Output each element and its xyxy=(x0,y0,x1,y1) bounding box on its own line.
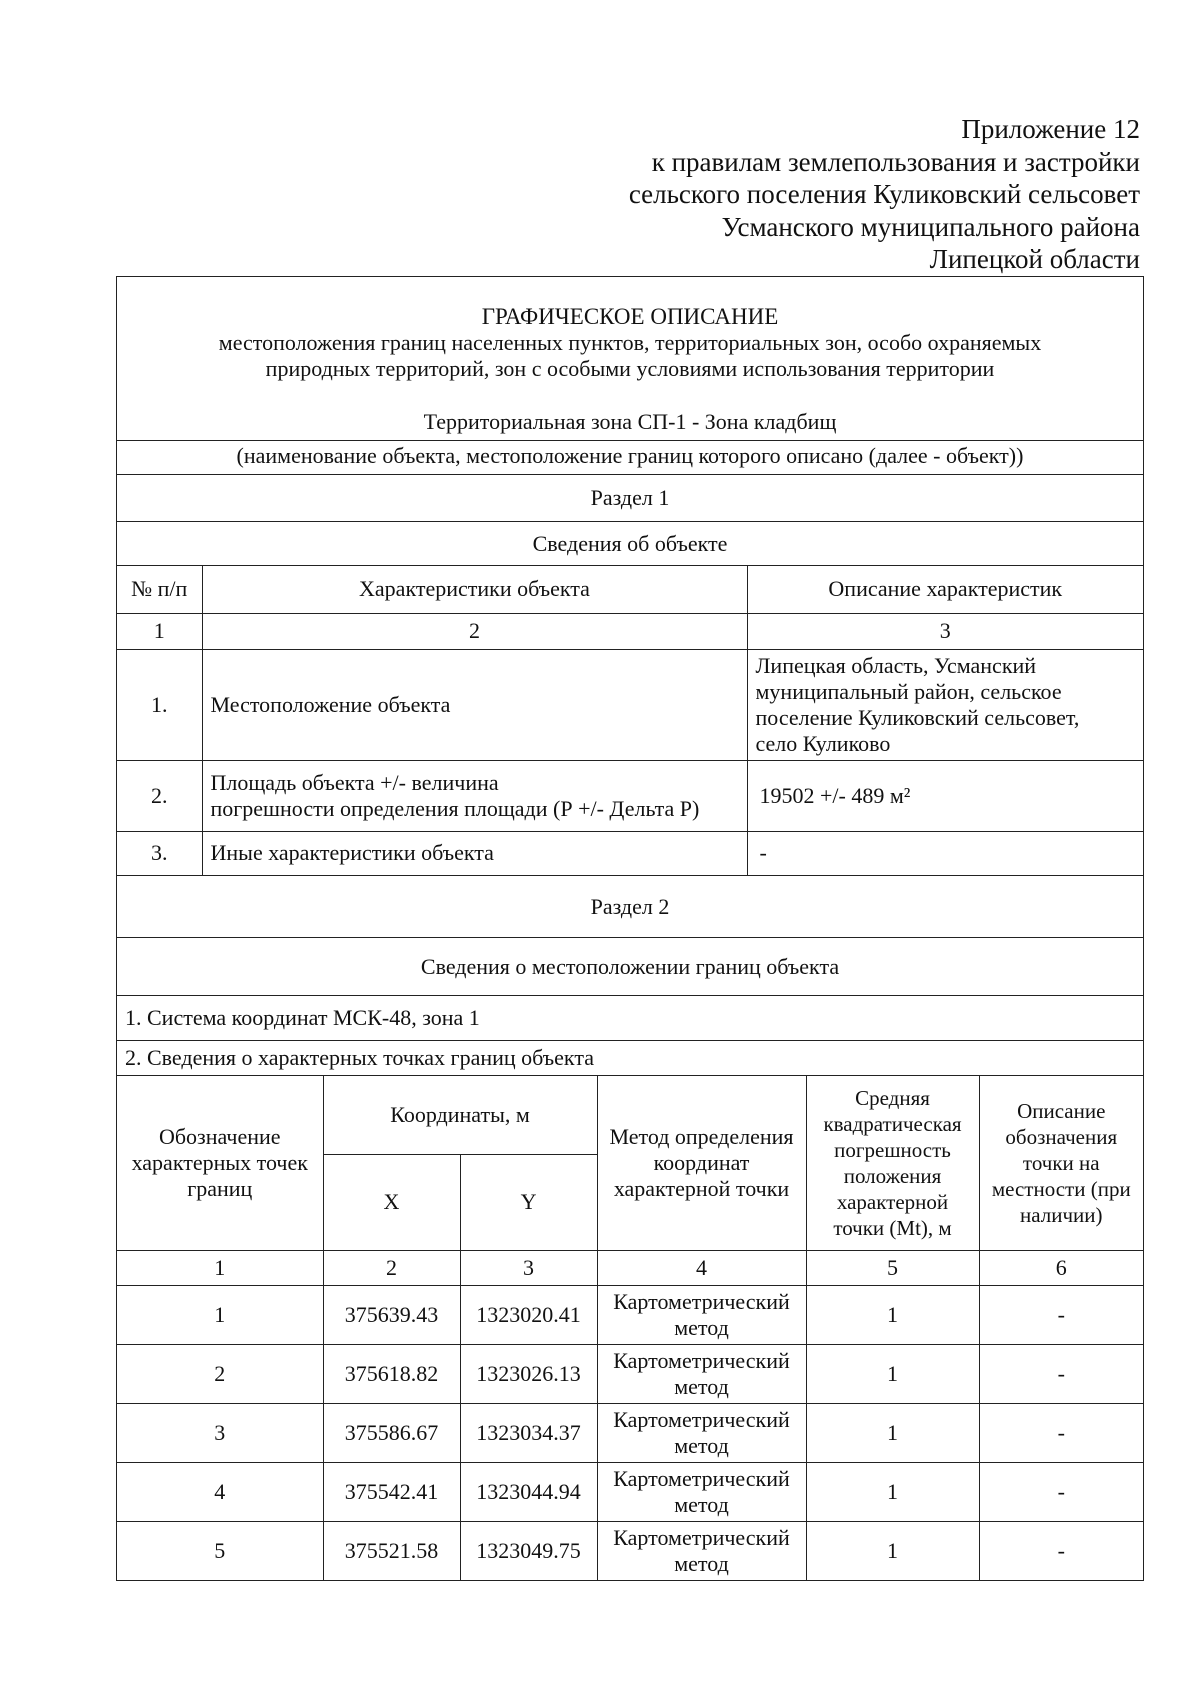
object-info-table xyxy=(117,566,1143,875)
description-line: поселение Куликовский сельсовет, xyxy=(755,704,1080,730)
appendix-line: сельского поселения Куликовский сельсовет xyxy=(628,179,1140,209)
document-subtitle xyxy=(117,330,1143,382)
characteristic-cell: Местоположение объекта xyxy=(202,649,747,760)
points-title: 2. Сведения о характерных точках границ объекта xyxy=(117,1041,1143,1076)
point-y: 1323020.41 xyxy=(460,1285,597,1344)
table-row xyxy=(117,1403,1143,1462)
header-line: Описание xyxy=(1017,1098,1106,1123)
method-line: Картометрический xyxy=(613,1465,790,1491)
point-y: 1323034.37 xyxy=(460,1403,597,1462)
column-number: 1 xyxy=(117,1250,323,1285)
method-header xyxy=(597,1076,806,1250)
method-line: Картометрический xyxy=(613,1406,790,1432)
table-row xyxy=(117,1462,1143,1521)
method-line: метод xyxy=(674,1491,729,1517)
section1-subtitle: Сведения об объекте xyxy=(117,522,1143,566)
section1-title: Раздел 1 xyxy=(117,475,1143,522)
subtitle-line: природных территорий, зон с особыми условиями использования территории xyxy=(265,356,995,381)
column-number: 5 xyxy=(806,1250,979,1285)
coordinate-system: 1. Система координат МСК-48, зона 1 xyxy=(117,996,1143,1041)
row-number: 1. xyxy=(117,649,202,760)
point-id: 3 xyxy=(117,1403,323,1462)
table-row xyxy=(117,1344,1143,1403)
table-row xyxy=(117,831,1143,875)
method-line: метод xyxy=(674,1432,729,1458)
row-number: 3. xyxy=(117,831,202,875)
object-caption: (наименование объекта, местоположение границ которого описано (далее - объект)) xyxy=(117,441,1143,475)
section2-subtitle: Сведения о местоположении границ объекта xyxy=(117,938,1143,996)
point-id: 4 xyxy=(117,1462,323,1521)
document-title: ГРАФИЧЕСКОЕ ОПИСАНИЕ xyxy=(481,304,779,329)
appendix-header xyxy=(400,113,1140,276)
point-mt: 1 xyxy=(806,1344,979,1403)
point-mt: 1 xyxy=(806,1285,979,1344)
header-line: точки на xyxy=(1022,1150,1100,1175)
error-header xyxy=(806,1076,979,1250)
method-line: метод xyxy=(674,1314,729,1340)
method-line: Картометрический xyxy=(613,1524,790,1550)
description-line: муниципальный район, сельское xyxy=(755,678,1062,704)
table-row xyxy=(117,649,1143,760)
object-name: Территориальная зона СП-1 - Зона кладбищ xyxy=(423,409,837,434)
designation-header xyxy=(117,1076,323,1250)
point-y: 1323044.94 xyxy=(460,1462,597,1521)
point-method xyxy=(597,1403,806,1462)
appendix-line: Усманского муниципального района xyxy=(721,211,1140,242)
description-cell: - xyxy=(747,831,1143,875)
header-line: характерной xyxy=(836,1189,949,1214)
description-cell xyxy=(747,649,1143,760)
column-number: 2 xyxy=(323,1250,460,1285)
description-header xyxy=(979,1076,1143,1250)
characteristic-cell xyxy=(202,760,747,831)
section2-title: Раздел 2 xyxy=(117,876,1143,938)
table-header-row xyxy=(117,566,1143,613)
column-header: Характеристики объекта xyxy=(202,566,747,613)
coordinates-header: Координаты, м xyxy=(323,1076,597,1154)
row-number: 2. xyxy=(117,760,202,831)
appendix-line: Приложение 12 xyxy=(961,114,1140,144)
characteristic-cell: Иные характеристики объекта xyxy=(202,831,747,875)
point-x: 375542.41 xyxy=(323,1462,460,1521)
object-info-table-wrap xyxy=(117,566,1143,876)
point-id: 1 xyxy=(117,1285,323,1344)
characteristic-line: Площадь объекта +/- величина xyxy=(210,769,499,795)
x-header: X xyxy=(323,1154,460,1250)
point-method xyxy=(597,1344,806,1403)
table-row xyxy=(117,1285,1143,1344)
header-line: точки (Mt), м xyxy=(833,1215,952,1240)
characteristic-line: погрешности определения площади (Р +/- Дельта Р) xyxy=(210,795,700,821)
column-number: 3 xyxy=(747,613,1143,649)
table-row xyxy=(117,760,1143,831)
point-x: 375639.43 xyxy=(323,1285,460,1344)
header-line: Обозначение xyxy=(158,1123,281,1149)
document-frame xyxy=(116,276,1144,1581)
point-x: 375586.67 xyxy=(323,1403,460,1462)
point-mt: 1 xyxy=(806,1521,979,1580)
header-line: местности (при xyxy=(991,1176,1131,1201)
header-line: квадратическая xyxy=(823,1111,962,1136)
point-mt: 1 xyxy=(806,1403,979,1462)
column-number: 6 xyxy=(979,1250,1143,1285)
point-desc: - xyxy=(979,1403,1143,1462)
appendix-line: к правилам землепользования и застройки xyxy=(651,146,1140,177)
point-x: 375521.58 xyxy=(323,1521,460,1580)
description-line: Липецкая область, Усманский xyxy=(755,652,1037,678)
point-method xyxy=(597,1285,806,1344)
header-line: координат xyxy=(653,1149,750,1175)
subtitle-line: местоположения границ населенных пунктов, территориальных зон, особо охраняемых xyxy=(218,330,1042,355)
column-number-row xyxy=(117,613,1143,649)
table-header-row xyxy=(117,1076,1143,1154)
point-x: 375618.82 xyxy=(323,1344,460,1403)
header-line: Средняя xyxy=(855,1085,930,1110)
column-number: 1 xyxy=(117,613,202,649)
point-desc: - xyxy=(979,1521,1143,1580)
points-table xyxy=(117,1076,1143,1580)
title-block xyxy=(117,277,1143,441)
point-method xyxy=(597,1462,806,1521)
description-line: село Куликово xyxy=(755,730,891,756)
method-line: Картометрический xyxy=(613,1288,790,1314)
point-id: 2 xyxy=(117,1344,323,1403)
column-header: Описание характеристик xyxy=(747,566,1143,613)
header-line: характерной точки xyxy=(613,1175,790,1201)
area-value: 19502 +/- 489 м² xyxy=(747,760,1143,831)
point-desc: - xyxy=(979,1285,1143,1344)
table-row xyxy=(117,1521,1143,1580)
point-y: 1323049.75 xyxy=(460,1521,597,1580)
header-line: границ xyxy=(187,1175,253,1201)
header-line: погрешность xyxy=(834,1137,951,1162)
column-number: 2 xyxy=(202,613,747,649)
header-line: наличии) xyxy=(1020,1202,1103,1227)
point-id: 5 xyxy=(117,1521,323,1580)
header-line: характерных точек xyxy=(131,1149,308,1175)
column-number-row xyxy=(117,1250,1143,1285)
y-header: Y xyxy=(460,1154,597,1250)
header-line: обозначения xyxy=(1005,1124,1118,1149)
column-number: 3 xyxy=(460,1250,597,1285)
point-desc: - xyxy=(979,1462,1143,1521)
header-line: положения xyxy=(843,1163,942,1188)
point-method xyxy=(597,1521,806,1580)
appendix-line: Липецкой области xyxy=(929,244,1140,274)
column-header: № п/п xyxy=(117,566,202,613)
method-line: метод xyxy=(674,1550,729,1576)
point-mt: 1 xyxy=(806,1462,979,1521)
method-line: метод xyxy=(674,1373,729,1399)
point-desc: - xyxy=(979,1344,1143,1403)
header-line: Метод определения xyxy=(609,1123,794,1149)
column-number: 4 xyxy=(597,1250,806,1285)
method-line: Картометрический xyxy=(613,1347,790,1373)
point-y: 1323026.13 xyxy=(460,1344,597,1403)
